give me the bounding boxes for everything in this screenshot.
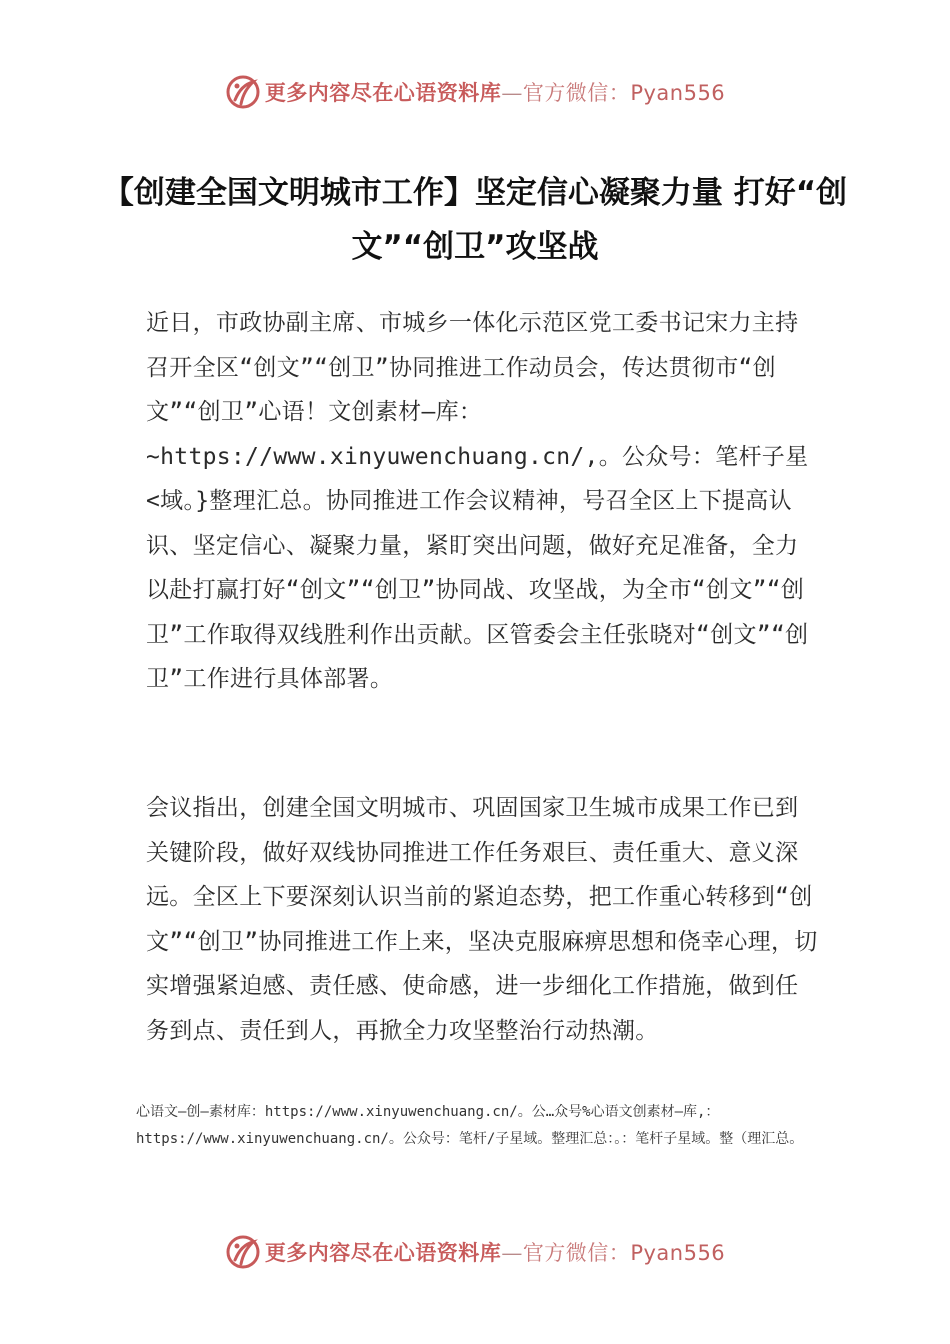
header-banner — [0, 72, 950, 112]
footer-banner — [0, 1232, 950, 1272]
banner-text — [265, 1237, 725, 1267]
document-title: 【创建全国文明城市工作】坚定信心凝聚力量 打好“创文”“创卫”攻坚战 — [102, 175, 848, 265]
ribbon-logo-icon — [225, 74, 261, 110]
banner-wechat-id: Pyan556 — [630, 81, 726, 105]
ribbon-logo-icon — [225, 1234, 261, 1270]
banner-main-text: 更多内容尽在心语资料库 — [264, 80, 502, 105]
banner-text — [265, 77, 725, 107]
banner-main-text: 更多内容尽在心语资料库 — [264, 1240, 502, 1265]
banner-dash: — — [501, 1241, 523, 1265]
banner-dash: — — [501, 81, 523, 105]
banner-wechat-label: 官方微信： — [522, 1241, 631, 1265]
body-paragraph-2: 会议指出，创建全国文明城市、巩固国家卫生城市成果工作已到关键阶段，做好双线协同推进工作任务艰巨、责任重大、意义深远。全区上下要深刻认识当前的紧迫态势，把工作重心转移到“创文”“创卫”协同推进工作上来，坚决克服麻痹思想和侥幸心理，切实增强紧迫感、责任感、使命感，进一步细化工作措施，做到任务到点、责任到人，再掀全力攻坚整治行动热潮。 — [146, 795, 818, 1044]
body-paragraph-1: 近日，市政协副主席、市城乡一体化示范区党工委书记宋力主持召开全区“创文”“创卫”协同推进工作动员会，传达贯彻市“创文”“创卫”心语！文创素材—库：~https://www.xinyuwenchuang.cn/,。公众号：笔杆子星<域。}整理汇总。协同推进工作会议精神，号召全区上下提高认识、坚定信心、凝聚力量，紧盯突出问题，做好充足准备，全力以赴打赢打好“创文”“创卫”协同战、攻坚战，为全市“创文”“创卫”工作取得双线胜利作出贡献。区管委会主任张晓对“创文”“创卫”工作进行具体部署。 — [146, 310, 809, 692]
footnote-text: 心语文—创—素材库：https://www.xinyuwenchuang.cn/。公…众号%心语文创素材—库,：https://www.xinyuwenchuang.cn/。公众号：笔杆/子星域。整理汇总：。：笔杆子星域。整（理汇总。 — [136, 1104, 804, 1147]
banner-wechat-label: 官方微信： — [522, 81, 631, 105]
banner-wechat-id: Pyan556 — [630, 1241, 726, 1265]
